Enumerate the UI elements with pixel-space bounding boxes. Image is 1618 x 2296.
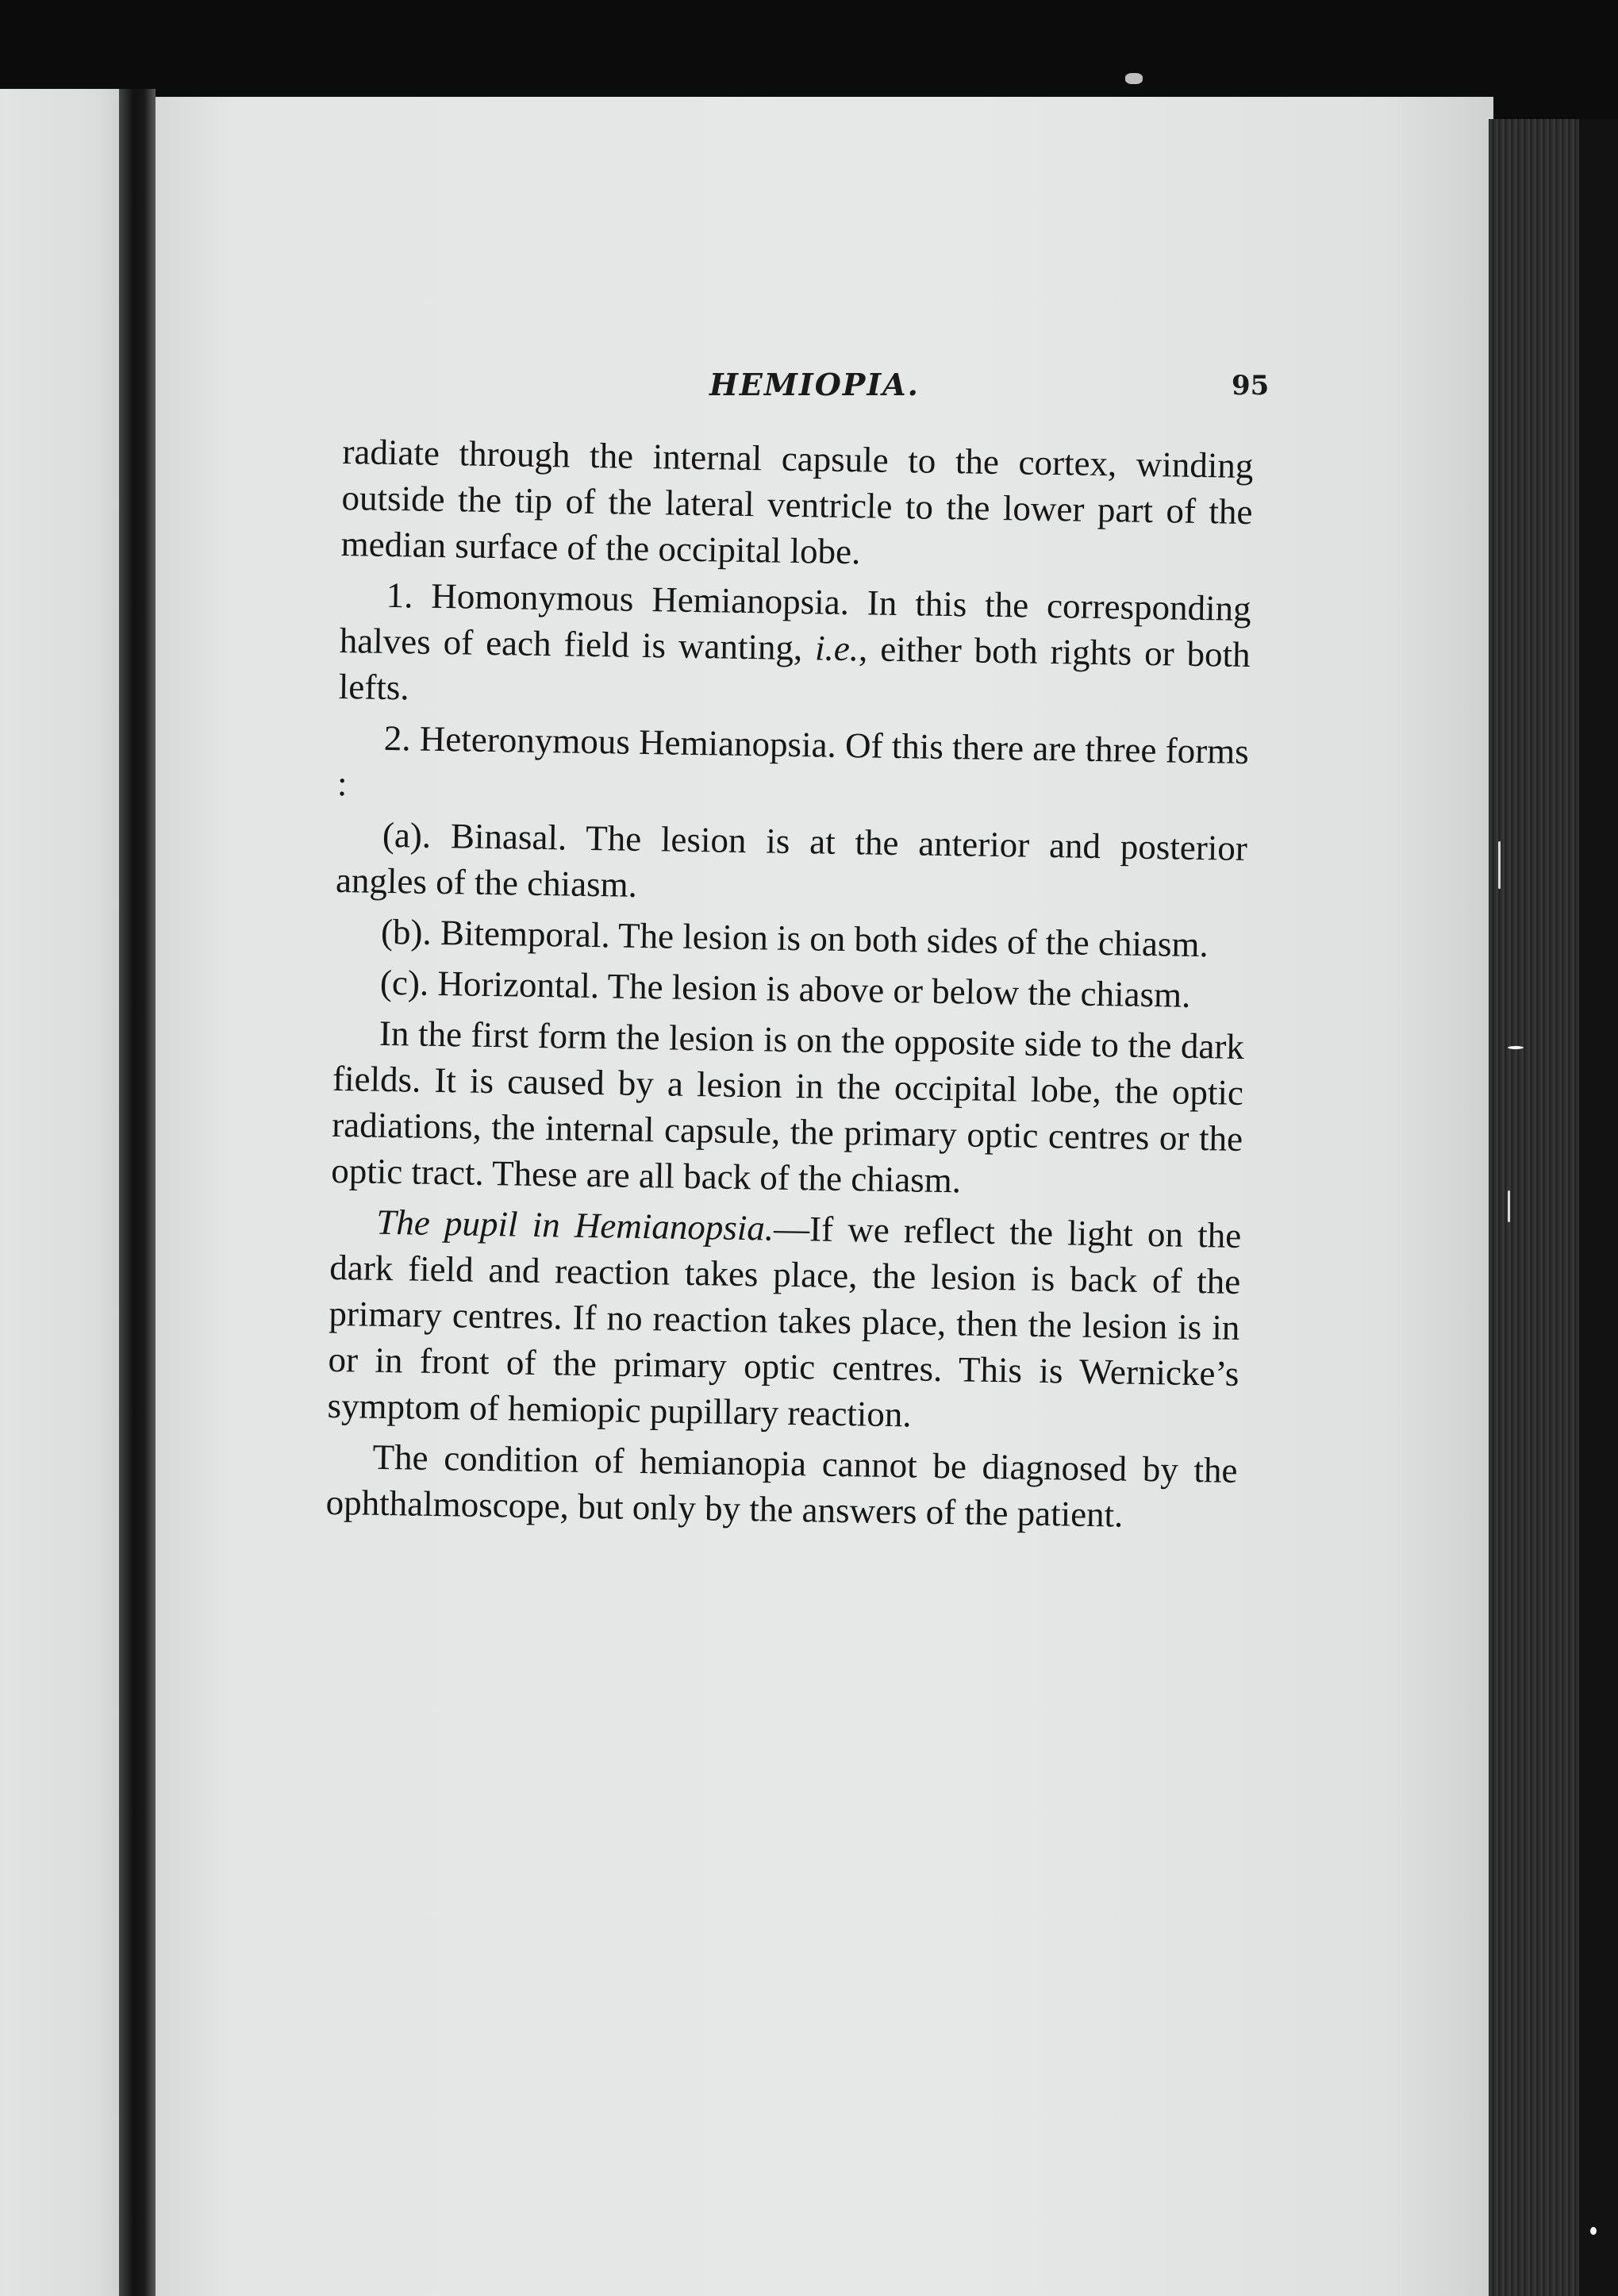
paragraph-radiate: radiate through the internal capsule to the cortex, winding outside the tip of the lateral ventricle to the lower part of the median surface of the occipital lobe.	[340, 431, 1254, 572]
paragraph-heteronymous: 2. Heteronymous Hemianopsia. Of this there are three forms :	[336, 717, 1250, 804]
ie-abbreviation: i.e.	[814, 628, 859, 669]
paragraph-pupil	[327, 1198, 1241, 1443]
dust-speck	[1125, 73, 1143, 84]
left-page-edge	[0, 89, 135, 2296]
paragraph-homonymous-tail: , either both rights or both lefts.	[338, 629, 1251, 708]
dust-speck	[1590, 2227, 1597, 2235]
body-text	[325, 429, 1254, 1540]
paragraph-bitemporal-text: Bitemporal. The lesion is on both sides of the chiasm.	[431, 912, 1209, 965]
dust-speck	[1508, 1190, 1510, 1222]
paragraph-binasal	[336, 811, 1248, 917]
running-head	[152, 367, 1493, 414]
book-gutter	[119, 89, 156, 2296]
paragraph-homonymous-lead: 1. Homonymous Hemianopsia. In this the corresponding halves of each field is wanting,	[339, 575, 1251, 668]
page-edges-shadow	[1579, 119, 1618, 2296]
list-marker-a: (a).	[382, 814, 432, 856]
paragraph-pupil-text: —If we reflect the light on the dark field and reaction takes place, the lesion is back of the primary centres. If no reaction takes place, then the lesion is in or in front of the primary optic centres. This is Wernicke’s symptom of hemiopic pupillary reaction.	[327, 1208, 1242, 1435]
list-marker-b: (b).	[380, 911, 432, 952]
paragraph-horizontal	[334, 959, 1246, 1019]
paragraph-first-form: In the first form the lesion is on the opposite side to the dark fields. It is caused by a lesion in the occipital lobe, the optic radiations, the internal capsule, the primary optic centres or the optic tract. These are all back of the chiasm.	[330, 1013, 1245, 1201]
dust-speck	[1498, 841, 1501, 889]
section-heading-pupil: The pupil in Hemianopsia.	[375, 1202, 774, 1248]
page-number: 95	[1232, 370, 1270, 402]
paragraph-condition: The condition of hemianopia cannot be diagnosed by the ophthalmoscope, but only by the answers of the patient.	[325, 1436, 1238, 1535]
running-title: HEMIOPIA.	[709, 367, 920, 402]
paragraph-binasal-text: Binasal. The lesion is at the anterior and posterior angles of the chiasm.	[335, 815, 1248, 905]
list-marker-c: (c).	[379, 962, 429, 1003]
dust-speck	[1508, 1046, 1524, 1049]
paragraph-horizontal-text: Horizontal. The lesion is above or below the chiasm.	[428, 963, 1191, 1015]
paragraph-homonymous	[338, 571, 1251, 724]
paragraph-bitemporal	[335, 908, 1247, 968]
